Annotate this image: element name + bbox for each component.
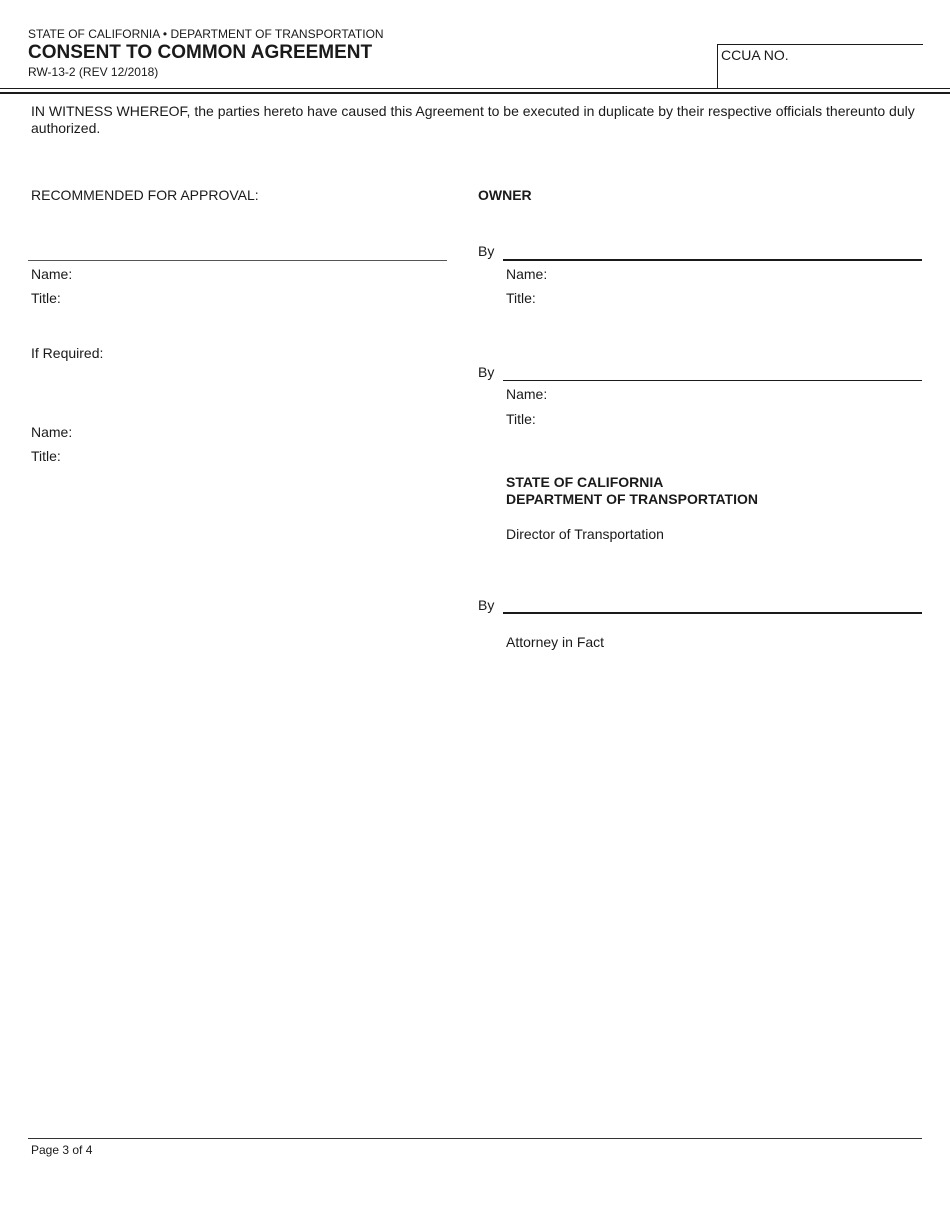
form-number: RW-13-2 (REV 12/2018) [28, 65, 159, 79]
witness-paragraph: IN WITNESS WHEREOF, the parties hereto have caused this Agreement to be executed in duplicate by their respective officials thereunto duly authorized. [31, 103, 915, 136]
second-recommender-title-label: Title: [31, 448, 61, 464]
state-heading-line2: DEPARTMENT OF TRANSPORTATION [506, 491, 758, 507]
second-owner-title-label: Title: [506, 411, 536, 427]
owner-title-label: Title: [506, 290, 536, 306]
attorney-in-fact-label: Attorney in Fact [506, 634, 605, 650]
if-required-label: If Required: [31, 345, 104, 361]
footer-rule [28, 1138, 922, 1139]
second-recommender-name-label: Name: [31, 424, 73, 440]
ccua-number-input[interactable] [722, 66, 918, 84]
header-rule-top [0, 88, 950, 89]
owner-heading: OWNER [478, 187, 532, 203]
recommender-title-label: Title: [31, 290, 61, 306]
state-heading-line1: STATE OF CALIFORNIA [506, 474, 664, 490]
second-owner-name-label: Name: [506, 386, 548, 402]
ccua-box [717, 44, 923, 89]
recommender-name-label: Name: [31, 266, 73, 282]
second-owner-signature-line[interactable] [503, 380, 922, 381]
owner-signature-line[interactable] [503, 259, 922, 261]
state-signature-line[interactable] [503, 612, 922, 614]
header-rule-bottom [0, 92, 950, 94]
owner-name-label: Name: [506, 266, 548, 282]
second-owner-by-label: By [478, 364, 495, 380]
recommender-signature-line[interactable] [28, 260, 447, 261]
ccua-label: CCUA NO. [721, 47, 789, 63]
state-by-label: By [478, 597, 495, 613]
agency-name: STATE OF CALIFORNIA • DEPARTMENT OF TRANSPORTATION [28, 27, 384, 41]
owner-by-label: By [478, 243, 495, 259]
recommended-for-approval-label: RECOMMENDED FOR APPROVAL: [31, 187, 259, 203]
director-label: Director of Transportation [506, 526, 664, 542]
form-title: CONSENT TO COMMON AGREEMENT [28, 42, 373, 63]
page-number: Page 3 of 4 [31, 1143, 93, 1157]
